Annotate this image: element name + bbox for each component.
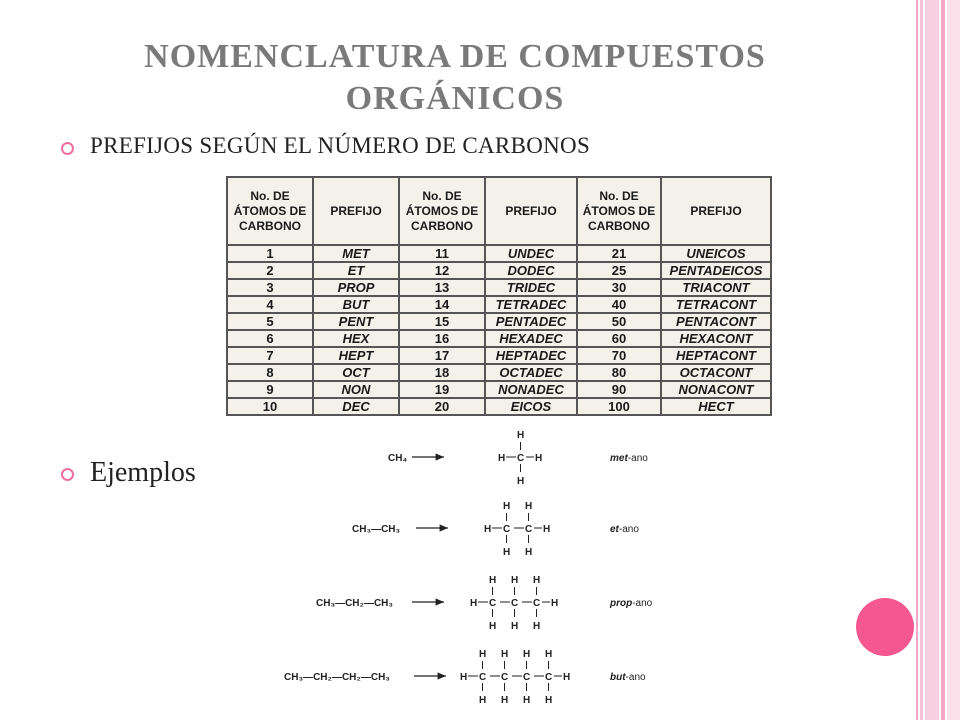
carbon-atom: C <box>511 598 519 609</box>
condensed-formula: CH₃—CH₂—CH₂—CH₃ <box>284 672 390 683</box>
bullet-prefijos: PREFIJOS SEGÚN EL NÚMERO DE CARBONOS <box>90 133 591 158</box>
carbon-count-cell: 19 <box>399 381 485 398</box>
prefix-cell: EICOS <box>485 398 577 415</box>
carbon-count-cell: 80 <box>577 364 661 381</box>
table-row <box>227 347 771 364</box>
prefix-cell: UNDEC <box>485 245 577 262</box>
prefix-cell: MET <box>313 245 399 262</box>
carbon-atom: C <box>489 598 497 609</box>
header-cell: No. DE ÁTOMOS DE CARBONO <box>399 177 485 245</box>
carbon-count-cell: 2 <box>227 262 313 279</box>
hydrogen-atom: H <box>535 453 543 464</box>
prefix-table <box>226 176 772 416</box>
carbon-count-cell: 25 <box>577 262 661 279</box>
hydrogen-atom: H <box>563 672 571 683</box>
alkane-name: et-ano <box>610 524 639 535</box>
table-row <box>227 364 771 381</box>
hydrogen-atom: H <box>511 621 519 632</box>
carbon-count-cell: 6 <box>227 330 313 347</box>
carbon-count-cell: 12 <box>399 262 485 279</box>
hydrogen-atom: H <box>511 575 519 586</box>
hydrogen-atom: H <box>501 649 509 660</box>
hydrogen-atom: H <box>517 430 525 441</box>
table-row <box>227 381 771 398</box>
header-cell: PREFIJO <box>485 177 577 245</box>
prefix-cell: PROP <box>313 279 399 296</box>
decorative-circle <box>856 598 914 656</box>
carbon-atom: C <box>523 672 531 683</box>
hydrogen-atom: H <box>479 649 487 660</box>
header-cell: No. DE ÁTOMOS DE CARBONO <box>227 177 313 245</box>
alkane-name: met-ano <box>610 453 648 464</box>
prefix-cell: HEXADEC <box>485 330 577 347</box>
header-cell: No. DE ÁTOMOS DE CARBONO <box>577 177 661 245</box>
carbon-atom: C <box>545 672 553 683</box>
prefix-cell: DEC <box>313 398 399 415</box>
hydrogen-atom: H <box>479 695 487 706</box>
prefix-cell: OCTADEC <box>485 364 577 381</box>
prefix-cell: HEPTACONT <box>661 347 771 364</box>
hydrogen-atom: H <box>501 695 509 706</box>
carbon-count-cell: 5 <box>227 313 313 330</box>
carbon-count-cell: 17 <box>399 347 485 364</box>
slide-title: NOMENCLATURA DE COMPUESTOS ORGÁNICOS <box>144 38 766 117</box>
table-row <box>227 313 771 330</box>
carbon-atom: C <box>533 598 541 609</box>
condensed-formula: CH₄ <box>388 453 408 464</box>
prefix-cell: HEPT <box>313 347 399 364</box>
bullet-circle-icon <box>61 468 74 481</box>
carbon-atom: C <box>517 453 525 464</box>
prefix-cell: HEPTADEC <box>485 347 577 364</box>
carbon-count-cell: 3 <box>227 279 313 296</box>
carbon-count-cell: 70 <box>577 347 661 364</box>
hydrogen-atom: H <box>498 453 506 464</box>
bullet-ejemplos: Ejemplos <box>90 457 196 488</box>
carbon-count-cell: 13 <box>399 279 485 296</box>
hydrogen-atom: H <box>470 598 478 609</box>
table-row <box>227 296 771 313</box>
bullet-circle-icon <box>61 142 74 155</box>
alkane-name: prop-ano <box>610 598 653 609</box>
prefix-cell: HEX <box>313 330 399 347</box>
hydrogen-atom: H <box>484 524 492 535</box>
hydrogen-atom: H <box>460 672 468 683</box>
carbon-atom: C <box>503 524 511 535</box>
hydrogen-atom: H <box>525 501 533 512</box>
hydrogen-atom: H <box>503 501 511 512</box>
prefix-cell: PENTACONT <box>661 313 771 330</box>
carbon-count-cell: 40 <box>577 296 661 313</box>
hydrogen-atom: H <box>489 621 497 632</box>
carbon-atom: C <box>479 672 487 683</box>
carbon-count-cell: 50 <box>577 313 661 330</box>
hydrogen-atom: H <box>503 547 511 558</box>
carbon-count-cell: 100 <box>577 398 661 415</box>
carbon-count-cell: 14 <box>399 296 485 313</box>
prefix-cell: DODEC <box>485 262 577 279</box>
prefix-cell: TETRACONT <box>661 296 771 313</box>
carbon-count-cell: 16 <box>399 330 485 347</box>
condensed-formula: CH₃—CH₂—CH₃ <box>316 598 394 609</box>
prefix-cell: NONACONT <box>661 381 771 398</box>
carbon-count-cell: 30 <box>577 279 661 296</box>
hydrogen-atom: H <box>523 649 531 660</box>
decorative-stripes <box>916 0 960 720</box>
table-row <box>227 262 771 279</box>
carbon-count-cell: 21 <box>577 245 661 262</box>
hydrogen-atom: H <box>523 695 531 706</box>
prefix-cell: NON <box>313 381 399 398</box>
carbon-atom: C <box>525 524 533 535</box>
prefix-cell: OCTACONT <box>661 364 771 381</box>
carbon-count-cell: 7 <box>227 347 313 364</box>
carbon-count-cell: 9 <box>227 381 313 398</box>
hydrogen-atom: H <box>545 649 553 660</box>
hydrogen-atom: H <box>517 476 525 487</box>
prefix-cell: BUT <box>313 296 399 313</box>
carbon-count-cell: 15 <box>399 313 485 330</box>
prefix-cell: TETRADEC <box>485 296 577 313</box>
prefix-cell: ET <box>313 262 399 279</box>
table-row <box>227 398 771 415</box>
hydrogen-atom: H <box>489 575 497 586</box>
carbon-count-cell: 90 <box>577 381 661 398</box>
prefix-cell: UNEICOS <box>661 245 771 262</box>
header-cell: PREFIJO <box>661 177 771 245</box>
prefix-cell: PENTADEICOS <box>661 262 771 279</box>
table-row <box>227 279 771 296</box>
carbon-count-cell: 11 <box>399 245 485 262</box>
table-row <box>227 245 771 262</box>
prefix-cell: NONADEC <box>485 381 577 398</box>
carbon-count-cell: 4 <box>227 296 313 313</box>
table-row <box>227 330 771 347</box>
carbon-count-cell: 10 <box>227 398 313 415</box>
prefix-cell: HECT <box>661 398 771 415</box>
prefix-cell: PENTADEC <box>485 313 577 330</box>
carbon-count-cell: 60 <box>577 330 661 347</box>
hydrogen-atom: H <box>533 621 541 632</box>
hydrogen-atom: H <box>533 575 541 586</box>
hydrogen-atom: H <box>551 598 559 609</box>
condensed-formula: CH₃—CH₃ <box>352 524 401 535</box>
carbon-count-cell: 20 <box>399 398 485 415</box>
header-cell: PREFIJO <box>313 177 399 245</box>
carbon-atom: C <box>501 672 509 683</box>
table-header-row <box>227 177 771 245</box>
alkane-name: but-ano <box>610 672 646 683</box>
prefix-cell: PENT <box>313 313 399 330</box>
carbon-count-cell: 18 <box>399 364 485 381</box>
prefix-cell: OCT <box>313 364 399 381</box>
hydrogen-atom: H <box>545 695 553 706</box>
hydrogen-atom: H <box>525 547 533 558</box>
carbon-count-cell: 8 <box>227 364 313 381</box>
prefix-cell: TRIDEC <box>485 279 577 296</box>
carbon-count-cell: 1 <box>227 245 313 262</box>
prefix-cell: HEXACONT <box>661 330 771 347</box>
prefix-cell: TRIACONT <box>661 279 771 296</box>
hydrogen-atom: H <box>543 524 551 535</box>
alkane-examples-diagram <box>270 420 690 716</box>
